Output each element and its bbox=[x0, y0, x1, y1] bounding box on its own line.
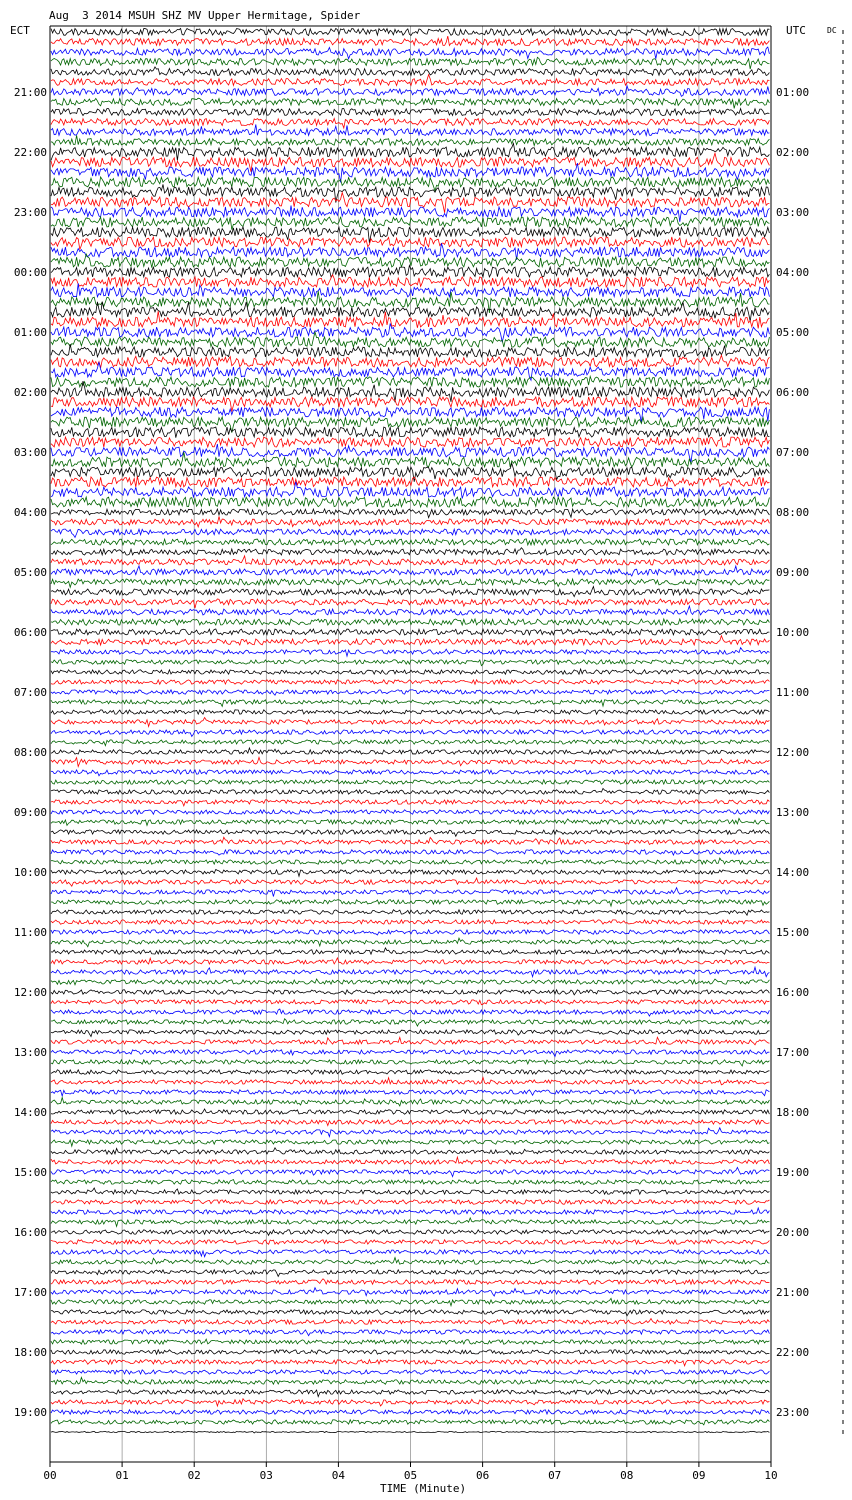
ect-hour-label: 06:00 bbox=[13, 626, 47, 639]
x-axis-ticks bbox=[43, 1462, 777, 1482]
x-tick-label: 06 bbox=[475, 1469, 490, 1482]
x-tick-label: 04 bbox=[331, 1469, 346, 1482]
utc-hour-label: 04:00 bbox=[776, 266, 810, 279]
ect-hour-label: 23:00 bbox=[13, 206, 47, 219]
utc-hour-label: 05:00 bbox=[776, 326, 810, 339]
ect-hour-label: 01:00 bbox=[13, 326, 47, 339]
ect-hour-label: 04:00 bbox=[13, 506, 47, 519]
utc-hour-label: 10:00 bbox=[776, 626, 810, 639]
dc-label: DC bbox=[827, 26, 837, 35]
ect-hour-label: 16:00 bbox=[13, 1226, 47, 1239]
x-tick-label: 00 bbox=[43, 1469, 57, 1482]
utc-hour-label: 13:00 bbox=[776, 806, 810, 819]
ect-hour-label: 03:00 bbox=[13, 446, 47, 459]
utc-hour-label: 16:00 bbox=[776, 986, 810, 999]
ect-hour-label: 18:00 bbox=[13, 1346, 47, 1359]
x-tick-label: 07 bbox=[548, 1469, 562, 1482]
utc-hour-label: 06:00 bbox=[776, 386, 810, 399]
ect-hour-label: 08:00 bbox=[13, 746, 47, 759]
ect-hour-label: 21:00 bbox=[13, 86, 47, 99]
utc-hour-label: 14:00 bbox=[776, 866, 810, 879]
utc-hour-label: 09:00 bbox=[776, 566, 810, 579]
ect-hour-label: 10:00 bbox=[13, 866, 47, 879]
ect-hour-label: 12:00 bbox=[13, 986, 47, 999]
utc-hour-label: 12:00 bbox=[776, 746, 810, 759]
utc-hour-label: 15:00 bbox=[776, 926, 810, 939]
ect-hour-label: 19:00 bbox=[13, 1406, 47, 1419]
chart-title: Aug 3 2014 MSUH SHZ MV Upper Hermitage, Spider bbox=[49, 9, 361, 22]
ect-hour-label: 15:00 bbox=[13, 1166, 47, 1179]
ect-hour-label: 05:00 bbox=[13, 566, 47, 579]
ect-hour-label: 13:00 bbox=[13, 1046, 47, 1059]
utc-hour-label: 03:00 bbox=[776, 206, 810, 219]
ect-hour-label: 14:00 bbox=[13, 1106, 47, 1119]
x-tick-label: 09 bbox=[692, 1469, 706, 1482]
ect-hour-label: 00:00 bbox=[13, 266, 47, 279]
utc-hour-label: 19:00 bbox=[776, 1166, 810, 1179]
ect-hour-label: 07:00 bbox=[13, 686, 47, 699]
x-axis-title: TIME (Minute) bbox=[380, 1482, 467, 1495]
x-tick-label: 03 bbox=[259, 1469, 273, 1482]
x-tick-label: 01 bbox=[115, 1469, 129, 1482]
x-tick-label: 02 bbox=[187, 1469, 201, 1482]
ect-hour-label: 09:00 bbox=[13, 806, 47, 819]
ect-hour-label: 11:00 bbox=[13, 926, 47, 939]
ect-hour-label: 02:00 bbox=[13, 386, 47, 399]
utc-hour-label: 08:00 bbox=[776, 506, 810, 519]
utc-hour-label: 17:00 bbox=[776, 1046, 810, 1059]
ect-axis-label: ECT bbox=[10, 24, 30, 37]
utc-hour-label: 23:00 bbox=[776, 1406, 810, 1419]
utc-hour-label: 07:00 bbox=[776, 446, 810, 459]
ect-hour-label: 17:00 bbox=[13, 1286, 47, 1299]
utc-hour-label: 22:00 bbox=[776, 1346, 810, 1359]
utc-hour-label: 18:00 bbox=[776, 1106, 810, 1119]
x-tick-label: 05 bbox=[403, 1469, 418, 1482]
x-tick-label: 10 bbox=[764, 1469, 778, 1482]
x-tick-label: 08 bbox=[620, 1469, 634, 1482]
ect-hour-label: 22:00 bbox=[13, 146, 47, 159]
utc-hour-label: 02:00 bbox=[776, 146, 810, 159]
utc-hour-label: 21:00 bbox=[776, 1286, 810, 1299]
utc-hour-label: 11:00 bbox=[776, 686, 810, 699]
utc-hour-label: 01:00 bbox=[776, 86, 810, 99]
utc-hour-label: 20:00 bbox=[776, 1226, 810, 1239]
utc-axis-label: UTC bbox=[786, 24, 806, 37]
